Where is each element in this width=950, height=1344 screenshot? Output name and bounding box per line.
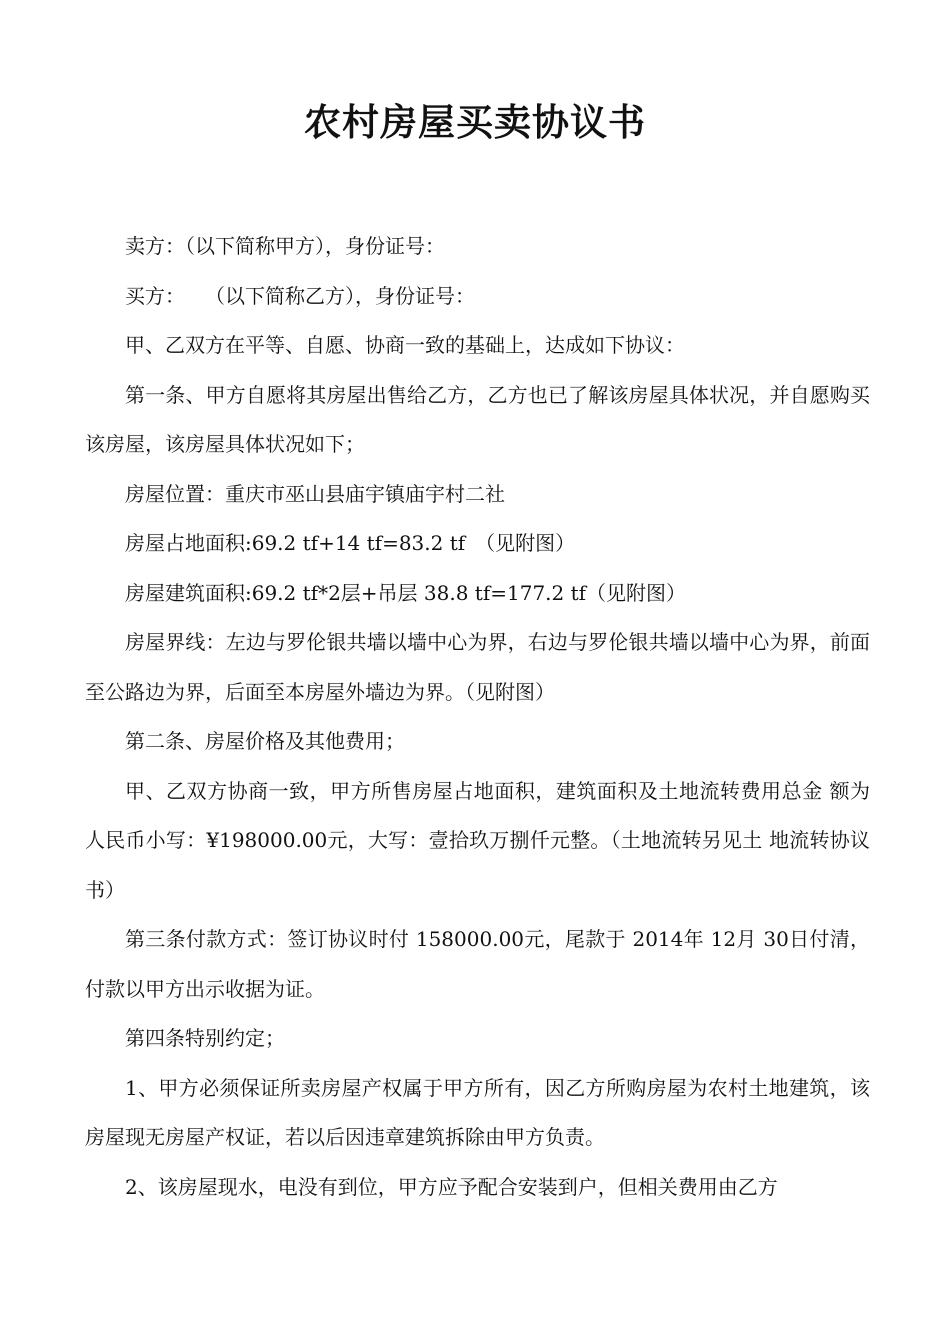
paragraph-article-4: 第四条特别约定； — [125, 1026, 285, 1050]
paragraph-preamble: 甲、乙双方在平等、自愿、协商一致的基础上，达成如下协议： — [125, 333, 685, 357]
paragraph-location: 房屋位置：重庆市巫山县庙宇镇庙宇村二社 — [125, 481, 505, 506]
paragraph-land-area: 房屋占地面积:69.2 tf+14 tf=83.2 tf （见附图） — [125, 531, 576, 555]
paragraph-price: 甲、乙双方协商一致，甲方所售房屋占地面积，建筑面积及土地流转费用总金 额为人民币小写：¥198000.00元，大写：壹拾玖万捌仟元整。（土地流转另见土 地流转协议书） — [85, 778, 870, 902]
paragraph-article-3: 第三条付款方式：签订协议时付 158000.00元，尾款于 2014年 12月 30日付清，付款以甲方出示收据为证。 — [85, 927, 870, 1001]
paragraph-boundary: 房屋界线：左边与罗伦银共墙以墙中心为界，右边与罗伦银共墙以墙中心为界，前面至公路边为界，后面至本房屋外墙边为界。（见附图） — [85, 630, 870, 704]
paragraph-article-1: 第一条、甲方自愿将其房屋出售给乙方，乙方也已了解该房屋具体状况，并自愿购买该房屋，该房屋具体状况如下； — [85, 382, 870, 456]
paragraph-buyer: 买方： （以下简称乙方），身份证号： — [125, 283, 475, 308]
paragraph-seller: 卖方：（以下简称甲方），身份证号： — [125, 234, 445, 258]
document-title: 农村房屋买卖协议书 — [304, 101, 646, 144]
paragraph-article-2: 第二条、房屋价格及其他费用； — [125, 729, 405, 753]
paragraph-building-area: 房屋建筑面积:69.2 tf*2层+吊层 38.8 tf=177.2 tf（见附图） — [125, 580, 687, 605]
document-body — [85, 222, 870, 1212]
paragraph-clause-1: 1、甲方必须保证所卖房屋产权属于甲方所有，因乙方所购房屋为农村土地建筑，该房屋现无房屋产权证，若以后因违章建筑拆除由甲方负责。 — [85, 1075, 870, 1149]
paragraph-clause-2: 2、该房屋现水，电没有到位，甲方应予配合安装到户，但相关费用由乙方 — [125, 1174, 778, 1199]
